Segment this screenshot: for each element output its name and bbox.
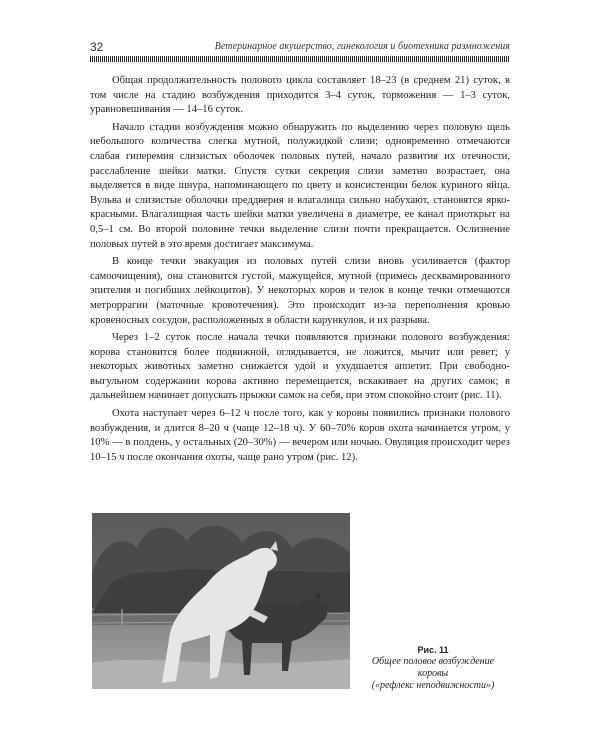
header-rule bbox=[90, 56, 510, 62]
caption-line-3: («рефлекс неподвижности») bbox=[371, 680, 495, 691]
figure-caption bbox=[352, 644, 514, 692]
figure-photo-cows bbox=[92, 513, 350, 689]
caption-line-2: коровы bbox=[417, 668, 449, 679]
body-text bbox=[90, 74, 510, 465]
paragraph-excitation-stage: Начало стадии возбуждения можно обнаружить по выделению через половую щель небольшого количества слегка мутной, полужидкой слизи; одновременно отмечаются слабая гиперемия слизистых оболочек половых путей, начало развития их отечности, расслабление шейки матки. Спустя сутки секреция слизи заметно возрастает, она выделяется в виде шнура, напоминающего по цвету и консистенции белок куриного яйца. Вульва и слизистые оболочки преддверия и влагалища сильно набухают, становятся ярко-красными. Влагалищная часть шейки матки увеличена в диаметре, ее канал приоткрыт на 0,5–1 см. Во второй половине течки выделение слизи почти прекращается. Ослизнение половых путей в это время достигает максимума. bbox=[90, 121, 510, 250]
page-number: 32 bbox=[90, 40, 104, 54]
caption-line-1: Общее половое возбуждение bbox=[371, 656, 495, 667]
paragraph-sexual-excitement: Через 1–2 суток после начала течки появляются признаки полового возбуждения: корова становится более подвижной, оглядывается, не ложится, мычит или ревет; у некоторых животных заметно снижается удой и ухудшается аппетит. При свободно-выгульном содержании корова активно перемещается, вскакивает на других самок; в дальнейшем начинает допускать прыжки самок на себя, при этом спокойно стоит (рис. 11). bbox=[90, 332, 510, 402]
paragraph-cycle-duration: Общая продолжительность полового цикла составляет 18–23 (в среднем 21) суток, в том числе на стадию возбуждения приходится 3–4 суток, торможения — 1–3 суток, уравновешивания — 14–16 суток. bbox=[90, 75, 510, 116]
page-header bbox=[90, 40, 510, 56]
paragraph-heat-timing: Охота наступает через 6–12 ч после того, как у коровы появились признаки полового возбуждения, и длится 8–20 ч (чаще 12–18 ч). У 60–70% коров охота начинается утром, у 10% — в полдень, у остальных (20–30%) — вечером или ночью. Овуляция происходит через 10–15 ч после окончания охоты, чаще рано утром (рис. 12). bbox=[90, 408, 510, 463]
figure-label: Рис. 11 bbox=[417, 645, 449, 655]
paragraph-end-of-estrus: В конце течки эвакуация из половых путей слизи вновь усиливается (фактор самоочищения), она становится густой, мажущейся, мутной (примесь десквамированного эпителия и погибших лейкоцитов). У некоторых коров и телок в конце течки отмечаются метроррагии (маточные кровотечения). Это происходит из-за переполнения кровью кровеносных сосудов, расположенных в области карункулов, и их разрыва. bbox=[90, 256, 510, 326]
running-title: Ветеринарное акушерство, гинекология и биотехника размножения bbox=[214, 41, 510, 52]
cow-photo-illustration bbox=[92, 513, 350, 689]
